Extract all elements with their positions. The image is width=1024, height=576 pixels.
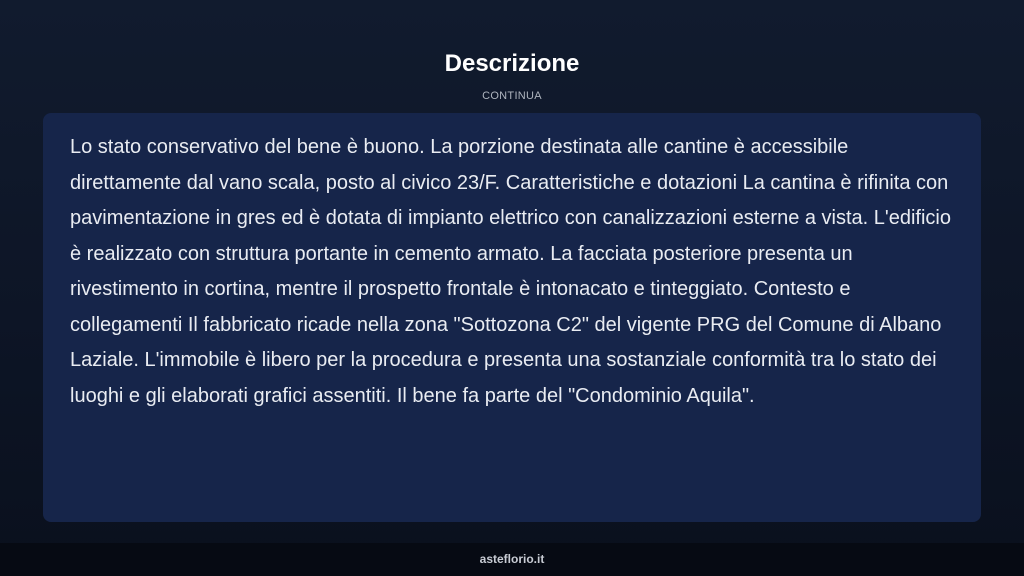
continue-link[interactable]: CONTINUA <box>482 90 542 102</box>
footer-bar <box>0 543 1024 576</box>
page-title: Descrizione <box>444 50 580 77</box>
footer-site-label[interactable]: asteflorio.it <box>479 552 545 566</box>
description-text: Lo stato conservativo del bene è buono. La porzione destinata alle cantine è accessibile direttamente dal vano scala, posto al civico 23/F. Caratteristiche e dotazioni La cantina è rifinita con pavimentazione in gres ed è dotata di impianto elettrico con canalizzazioni esterne a vista. L'edificio è realizzato con struttura portante in cemento armato. La facciata posteriore presenta un rivestimento in cortina, mentre il prospetto frontale è intonacato e tinteggiato. Contesto e collegamenti Il fabbricato ricade nella zona "Sottozona C2" del vigente PRG del Comune di Albano Laziale. L'immobile è libero per la procedura e presenta una sostanziale conformità tra lo stato dei luoghi e gli elaborati grafici assentiti. Il bene fa parte del "Condominio Aquila". <box>70 136 951 407</box>
description-card <box>43 113 981 522</box>
